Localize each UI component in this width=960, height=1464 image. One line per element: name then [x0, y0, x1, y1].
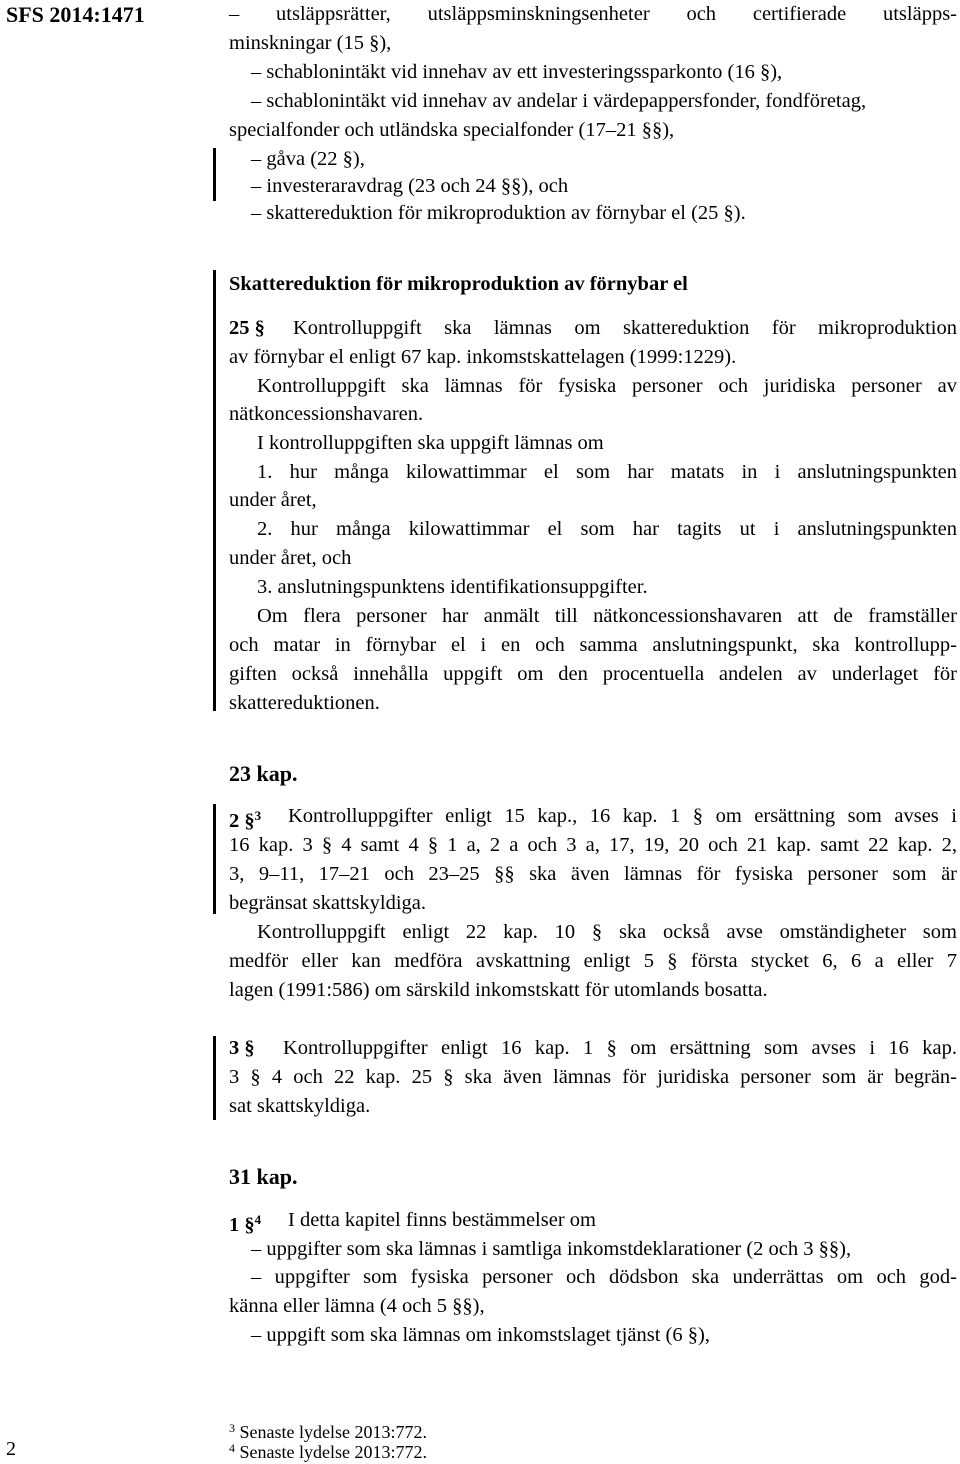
text-line: I kontrolluppgiften ska uppgift lämnas om: [257, 432, 604, 454]
text-line: Kontrolluppgifter enligt 16 kap. 1 § om ersättning som avses i 16 kap.: [283, 1037, 957, 1059]
chapter-heading: 31 kap.: [229, 1164, 298, 1189]
text-line: I detta kapitel finns bestämmelser om: [288, 1209, 596, 1231]
paragraph-number-label: 1 §: [229, 1214, 255, 1236]
list-item: – gåva (22 §),: [251, 148, 365, 170]
change-bar: [213, 1036, 216, 1120]
text-line: sat skattskyldiga.: [229, 1095, 371, 1117]
change-bar: [213, 148, 216, 201]
list-item: 3. anslutningspunktens identifikationsuppgifter.: [257, 576, 648, 598]
footnote-text: Senaste lydelse 2013:772.: [239, 1422, 427, 1442]
text-line: under året,: [229, 489, 317, 511]
change-bar: [213, 804, 216, 914]
list-item: – uppgifter som ska lämnas i samtliga inkomstdeklarationer (2 och 3 §§),: [251, 1238, 852, 1260]
text-line: Kontrolluppgift ska lämnas om skattereduktion för mikroproduktion: [293, 317, 957, 339]
paragraph-number: [229, 804, 261, 833]
text-line: lagen (1991:586) om särskild inkomstskatt för utomlands bosatta.: [229, 979, 768, 1001]
text-line: av förnybar el enligt 67 kap. inkomstskattelagen (1999:1229).: [229, 346, 737, 368]
text-line: 16 kap. 3 § 4 samt 4 § 1 a, 2 a och 3 a, 17, 19, 20 och 21 kap. samt 22 kap. 2,: [229, 834, 957, 856]
list-item: – uppgifter som fysiska personer och dödsbon ska underrättas om och god-: [251, 1266, 957, 1288]
text-line: giften också innehålla uppgift om den procentuella andelen av underlaget för: [229, 663, 957, 685]
chapter-heading: 23 kap.: [229, 761, 298, 786]
text-line: Kontrolluppgift ska lämnas för fysiska personer och juridiska personer av: [257, 375, 957, 397]
page-number: 2: [6, 1438, 16, 1460]
text-line: minskningar (15 §),: [229, 32, 392, 54]
footnote-ref: 3: [254, 808, 262, 823]
list-item: – uppgift som ska lämnas om inkomstslaget tjänst (6 §),: [251, 1324, 710, 1346]
text-line: och matar in förnybar el i en och samma anslutningspunkt, ska kontrollupp-: [229, 634, 957, 656]
list-item: 2. hur många kilowattimmar el som har tagits ut i anslutningspunkten: [257, 518, 957, 540]
text-line: medför eller kan medföra avskattning enligt 5 § första stycket 6, 6 a eller 7: [229, 950, 957, 972]
text-line: skattereduktionen.: [229, 692, 380, 714]
text-line: under året, och: [229, 547, 352, 569]
text-line: känna eller lämna (4 och 5 §§),: [229, 1295, 485, 1317]
paragraph-number: 3 §: [229, 1037, 255, 1059]
text-line: – utsläppsrätter, utsläppsminskningsenheter och certifierade utsläpps-: [229, 3, 957, 25]
text-line: nätkoncessionshavaren.: [229, 403, 424, 425]
paragraph-number: [229, 1208, 261, 1237]
text-line: 3, 9–11, 17–21 och 23–25 §§ ska även lämnas för fysiska personer som är: [229, 863, 957, 885]
footnote-number: 3: [229, 1421, 235, 1435]
footnote-number: 4: [229, 1441, 235, 1455]
change-bar: [213, 270, 216, 711]
text-line: specialfonder och utländska specialfonder (17–21 §§),: [229, 119, 675, 141]
list-item: – schablonintäkt vid innehav av andelar i värdepappersfonder, fondföretag,: [251, 90, 867, 112]
text-line: Kontrolluppgifter enligt 15 kap., 16 kap. 1 § om ersättning som avses i: [288, 805, 957, 827]
section-heading: Skattereduktion för mikroproduktion av förnybar el: [229, 273, 688, 295]
footnote-ref: 4: [254, 1212, 262, 1227]
text-line: Kontrolluppgift enligt 22 kap. 10 § ska också avse omständigheter som: [257, 921, 957, 943]
text-line: begränsat skattskyldiga.: [229, 892, 426, 914]
footnote: [229, 1438, 427, 1462]
text-line: Om flera personer har anmält till nätkoncessionshavaren att de framställer: [257, 605, 957, 627]
footnote-text: Senaste lydelse 2013:772.: [239, 1442, 427, 1462]
list-item: 1. hur många kilowattimmar el som har matats in i anslutningspunkten: [257, 461, 957, 483]
list-item: – schablonintäkt vid innehav av ett investeringssparkonto (16 §),: [251, 61, 783, 83]
paragraph-number-label: 2 §: [229, 810, 255, 832]
list-item: – skattereduktion för mikroproduktion av förnybar el (25 §).: [251, 202, 746, 224]
list-item: – investeraravdrag (23 och 24 §§), och: [251, 175, 569, 197]
sfs-number: SFS 2014:1471: [6, 2, 145, 27]
paragraph-number: 25 §: [229, 317, 265, 339]
text-line: 3 § 4 och 22 kap. 25 § ska även lämnas för juridiska personer som är begrän-: [229, 1066, 957, 1088]
